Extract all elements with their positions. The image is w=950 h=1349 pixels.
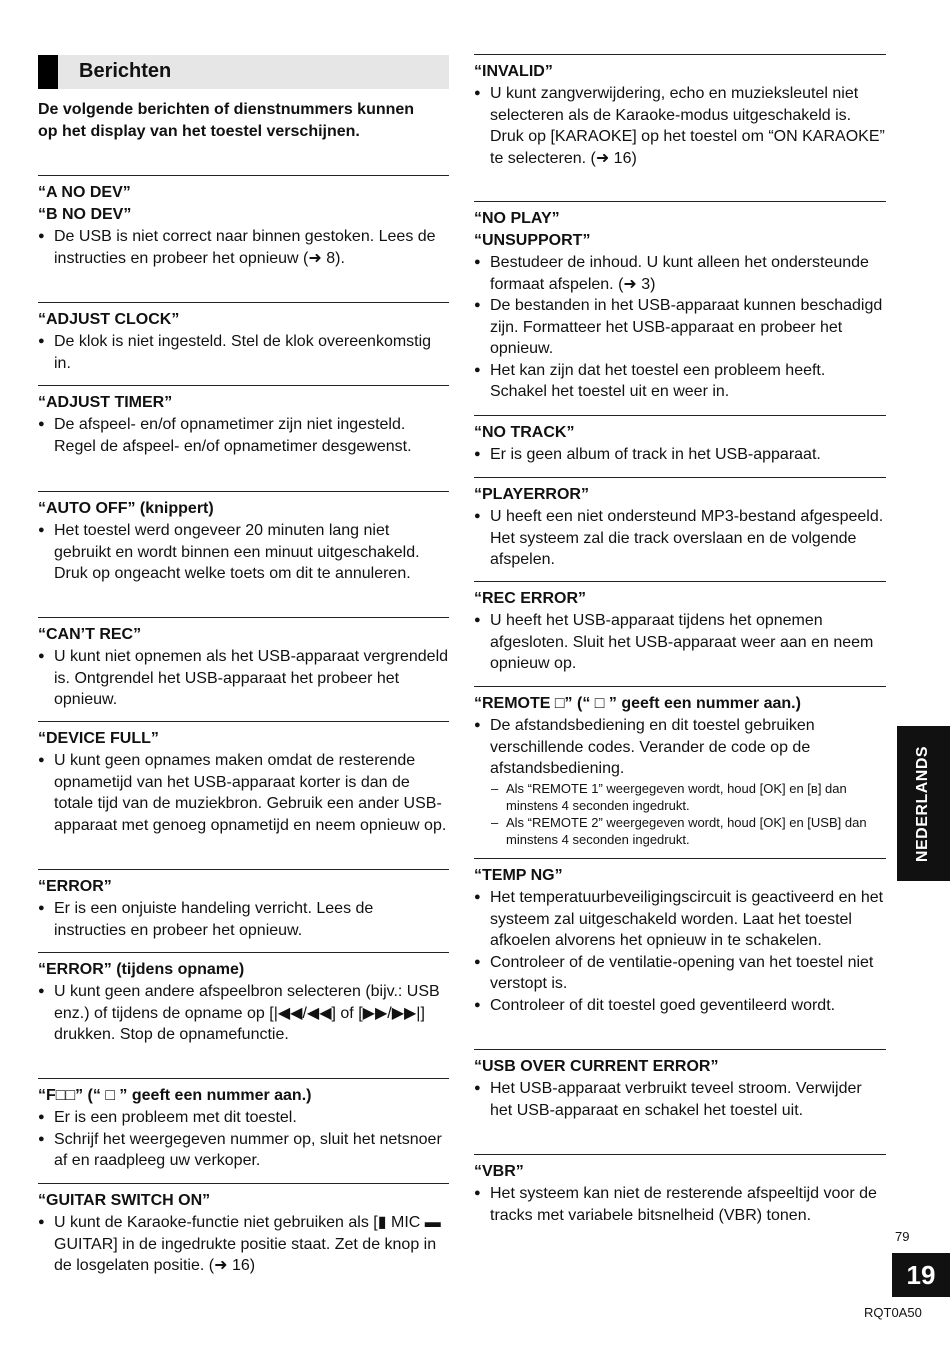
page-number: 19 bbox=[892, 1253, 950, 1297]
message-bullet: ● Schrijf het weergegeven nummer op, sluit het netsnoer af en raadpleeg uw verkoper. bbox=[38, 1129, 449, 1172]
message-entry bbox=[474, 686, 886, 848]
message-entry bbox=[474, 477, 886, 571]
message-bullet: ● U kunt niet opnemen als het USB-apparaat vergrendeld is. Ontgrendel het USB-apparaat het probeer het opnieuw. bbox=[38, 646, 449, 711]
message-entry bbox=[38, 302, 449, 374]
message-entry bbox=[474, 581, 886, 675]
message-code: “ADJUST TIMER” bbox=[38, 394, 173, 411]
message-bullet: ● Het kan zijn dat het toestel een probleem heeft. Schakel het toestel uit en weer in. bbox=[474, 360, 886, 403]
message-code: “REC ERROR” bbox=[474, 590, 587, 607]
message-entry bbox=[474, 1049, 886, 1121]
message-code: “AUTO OFF” (knippert) bbox=[38, 500, 214, 517]
message-bullet: ● Het systeem kan niet de resterende afspeeltijd voor de tracks met variabele bitsnelheid (VBR) tonen. bbox=[474, 1183, 886, 1226]
document-id: RQT0A50 bbox=[864, 1305, 922, 1320]
message-bullet: ● De afspeel- en/of opnametimer zijn niet ingesteld. Regel de afspeel- en/of opnametimer desgewenst. bbox=[38, 414, 449, 457]
message-entry bbox=[38, 869, 449, 941]
message-entry bbox=[38, 491, 449, 585]
message-entry bbox=[474, 858, 886, 1016]
message-entry bbox=[474, 415, 886, 466]
message-bullet: ● Het USB-apparaat verbruikt teveel stroom. Verwijder het USB-apparaat en schakel het toestel uit. bbox=[474, 1078, 886, 1121]
message-bullet: ● Controleer of de ventilatie-opening van het toestel niet verstopt is. bbox=[474, 952, 886, 995]
message-entry bbox=[38, 1078, 449, 1172]
message-entry bbox=[38, 952, 449, 1046]
message-bullet: ● Het toestel werd ongeveer 20 minuten lang niet gebruikt en wordt binnen een minuut uitgeschakeld. Druk op ongeacht welke toets om dit te annuleren. bbox=[38, 520, 449, 585]
message-entry bbox=[38, 1183, 449, 1277]
message-bullet: ● Er is geen album of track in het USB-apparaat. bbox=[474, 444, 886, 466]
message-bullet: ● De bestanden in het USB-apparaat kunnen beschadigd zijn. Formatteer het USB-apparaat en probeer het opnieuw. bbox=[474, 295, 886, 360]
message-code: “INVALID” bbox=[474, 63, 553, 80]
message-code: “B NO DEV” bbox=[38, 206, 132, 223]
message-bullet: ● De USB is niet correct naar binnen gestoken. Lees de instructies en probeer het opnieuw (➜ 8). bbox=[38, 226, 449, 269]
message-code: “REMOTE □” (“ □ ” geeft een nummer aan.) bbox=[474, 695, 801, 712]
page-number-small: 79 bbox=[895, 1229, 910, 1244]
message-bullet: ● U kunt geen opnames maken omdat de resterende opnametijd van het USB-apparaat korter is dan de totale tijd van de muziekbron. Gebruik een ander USB-apparaat met genoeg opnametijd en neem opnieuw op. bbox=[38, 750, 449, 836]
message-entry bbox=[474, 1154, 886, 1226]
message-code: “CAN’T REC” bbox=[38, 626, 142, 643]
message-bullet: ● Er is een onjuiste handeling verricht. Lees de instructies en probeer het opnieuw. bbox=[38, 898, 449, 941]
message-bullet: ● Bestudeer de inhoud. U kunt alleen het ondersteunde formaat afspelen. (➜ 3) bbox=[474, 252, 886, 295]
intro-text: De volgende berichten of dienstnummers kunnen op het display van het toestel verschijnen. bbox=[38, 101, 415, 140]
message-code: “PLAYERROR” bbox=[474, 486, 589, 503]
message-code: “DEVICE FULL” bbox=[38, 730, 159, 747]
message-code: “NO PLAY” bbox=[474, 210, 560, 227]
section-marker bbox=[38, 55, 58, 89]
message-code: “ADJUST CLOCK” bbox=[38, 311, 180, 328]
message-code: “ERROR” (tijdens opname) bbox=[38, 961, 245, 978]
message-code: “F□□” (“ □ ” geeft een nummer aan.) bbox=[38, 1087, 312, 1104]
message-bullet: ● Controleer of dit toestel goed geventileerd wordt. bbox=[474, 995, 886, 1017]
message-entry bbox=[38, 617, 449, 711]
message-bullet: ● U kunt de Karaoke-functie niet gebruiken als [▮ MIC ▬ GUITAR] in de ingedrukte positie staat. Zet de knop in de losgelaten positie. (➜ 16) bbox=[38, 1212, 449, 1277]
message-code: “NO TRACK” bbox=[474, 424, 575, 441]
section-header bbox=[38, 55, 449, 89]
language-tab-label: NEDERLANDS bbox=[914, 745, 931, 863]
message-entry bbox=[38, 721, 449, 836]
message-code: “TEMP NG” bbox=[474, 867, 563, 884]
message-bullet: ● De klok is niet ingesteld. Stel de klok overeenkomstig in. bbox=[38, 331, 449, 374]
message-entry bbox=[38, 385, 449, 457]
message-code: “VBR” bbox=[474, 1163, 524, 1180]
section-title: Berichten bbox=[79, 60, 172, 82]
message-bullet: ● U heeft het USB-apparaat tijdens het opnemen afgesloten. Sluit het USB-apparaat weer aan en neem opnieuw op. bbox=[474, 610, 886, 675]
language-tab bbox=[897, 726, 950, 881]
message-entry bbox=[474, 201, 886, 403]
message-sub-item: – Als “REMOTE 2” weergegeven wordt, houd [OK] en [USB] dan minstens 4 seconden ingedrukt. bbox=[474, 814, 886, 848]
message-bullet: ● U kunt zangverwijdering, echo en muzieksleutel niet selecteren als de Karaoke-modus uitgeschakeld is. Druk op [KARAOKE] op het toestel om “ON KARAOKE” te selecteren. (➜ 16) bbox=[474, 83, 886, 169]
message-entry bbox=[474, 54, 886, 169]
message-code: “UNSUPPORT” bbox=[474, 232, 591, 249]
message-code: “GUITAR SWITCH ON” bbox=[38, 1192, 211, 1209]
message-bullet: ● De afstandsbediening en dit toestel gebruiken verschillende codes. Verander de code op de afstandsbediening. bbox=[474, 715, 886, 780]
message-bullet: ● U kunt geen andere afspeelbron selecteren (bijv.: USB enz.) of tijdens de opname op [|◀◀/◀◀] of [▶▶/▶▶|] drukken. Stop de opnamefunctie. bbox=[38, 981, 449, 1046]
message-bullet: ● Het temperatuurbeveiligingscircuit is geactiveerd en het systeem zal uitgeschakeld worden. Laat het toestel afkoelen alvorens het opnieuw in te schakelen. bbox=[474, 887, 886, 952]
message-sub-item: – Als “REMOTE 1” weergegeven wordt, houd [OK] en [ʙ] dan minstens 4 seconden ingedrukt. bbox=[474, 780, 886, 814]
message-code: “A NO DEV” bbox=[38, 184, 131, 201]
message-code: “USB OVER CURRENT ERROR” bbox=[474, 1058, 719, 1075]
message-bullet: ● Er is een probleem met dit toestel. bbox=[38, 1107, 449, 1129]
message-entry bbox=[38, 175, 449, 269]
message-code: “ERROR” bbox=[38, 878, 112, 895]
message-bullet: ● U heeft een niet ondersteund MP3-bestand afgespeeld. Het systeem zal die track overslaan en de volgende afspelen. bbox=[474, 506, 886, 571]
